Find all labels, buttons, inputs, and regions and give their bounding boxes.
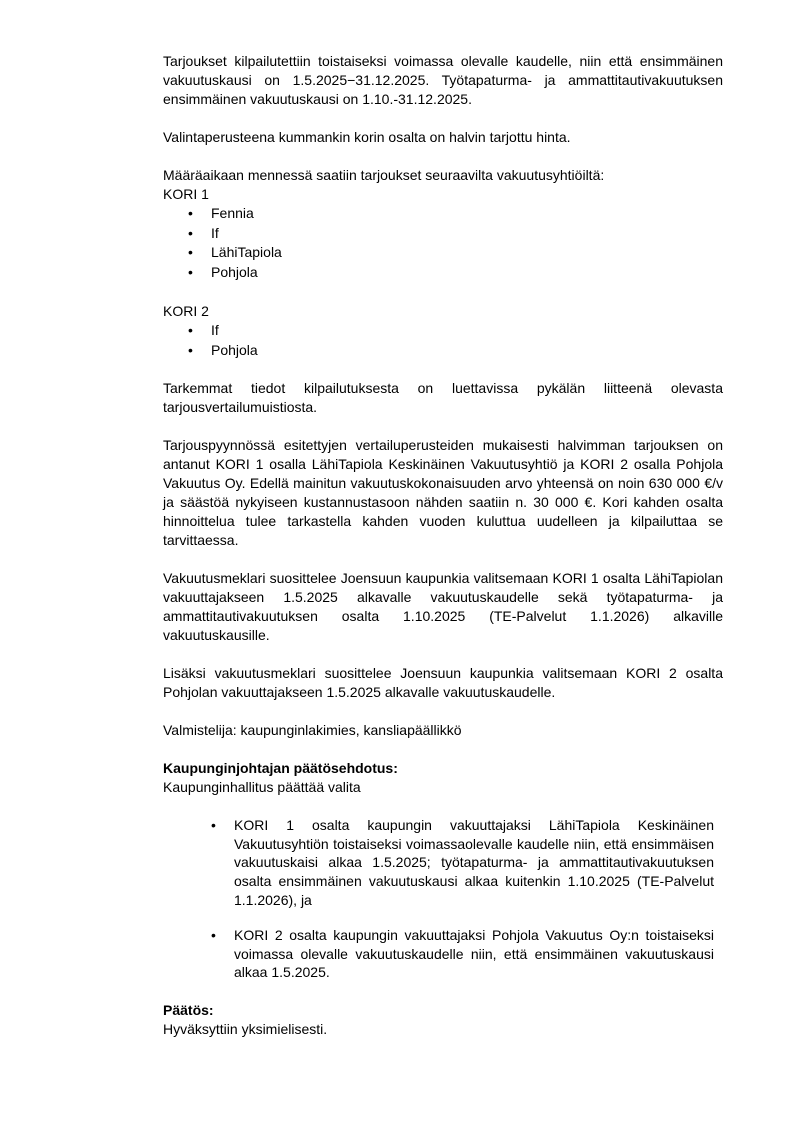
spacer	[163, 645, 723, 664]
proposal-intro: Kaupunginhallitus päättää valita	[163, 779, 361, 796]
broker-recommendation-1: Vakuutusmeklari suosittelee Joensuun kaupunkia valitsemaan KORI 1 osalta LähiTapiolan vakuuttajakseen 1.5.2025 alkavalle vakuutuskaudelle sekä työtapaturma- ja ammattitautivakuutuksen osalta 1.10.2025 (TE-Palvelut 1.1.2026) alkaville vakuutuskausille.	[163, 570, 723, 644]
offers-intro: Määräaikaan mennessä saatiin tarjoukset seuraavilta vakuutusyhtiöiltä:	[163, 167, 605, 183]
result-paragraph: Tarjouspyynnössä esitettyjen vertailuperusteiden mukaisesti halvimman tarjouksen on antanut KORI 1 osalla LähiTapiola Keskinäinen Vakuutusyhtiö ja KORI 2 osalla Pohjola Vakuutus Oy. Edellä mainitun vakuutuskokonaisuuden arvo yhteensä on noin 630 000 €/v ja säästöä nykyiseen kustannustasoon nähden saatiin n. 30 000 €. Kori kahden osalta hinnoittelua tulee tarkastella kahden vuoden kuluttua uudelleen ja kilpailuttaa se tarvittaessa.	[163, 437, 723, 549]
list-item-text: LähiTapiola	[211, 244, 282, 261]
proposal-heading: Kaupunginjohtajan päätösehdotus:	[163, 760, 398, 777]
list-item-text: Pohjola	[211, 341, 258, 358]
proposal-list	[163, 816, 714, 982]
kori2-list	[163, 321, 723, 360]
list-item-text: If	[211, 224, 219, 241]
bullet-icon: •	[188, 264, 193, 281]
bullet-icon: •	[188, 244, 193, 261]
list-item-text: Pohjola	[211, 264, 258, 281]
decision-text: Hyväksyttiin yksimielisesti.	[163, 1020, 328, 1037]
decision-heading: Päätös:	[163, 1001, 214, 1018]
intro-paragraph: Tarjoukset kilpailutettiin toistaiseksi voimassa olevalle kaudelle, niin että ensimmäinen vakuutuskausi on 1.5.2025−31.12.2025. Työtapaturma- ja ammattitautivakuutuksen ensimmäinen vakuutuskausi on 1.10.-31.12.2025.	[163, 53, 723, 107]
list-item	[163, 816, 714, 909]
bullet-icon: •	[188, 205, 193, 221]
list-item	[163, 263, 723, 283]
spacer	[163, 982, 723, 1001]
list-item-text: KORI 2 osalta kaupungin vakuuttajaksi Pohjola Vakuutus Oy:n toistaiseksi voimassa olevalle vakuutuskaudelle niin, että ensimmäinen vakuutuskausi alkaa 1.5.2025.	[234, 927, 714, 981]
kori2-label: KORI 2	[163, 302, 209, 319]
list-item-text: If	[211, 321, 219, 338]
criteria-paragraph: Valintaperusteena kummankin korin osalta on halvin tarjottu hinta.	[163, 129, 571, 145]
spacer	[163, 797, 723, 816]
details-paragraph: Tarkemmat tiedot kilpailutuksesta on luettavissa pykälän liitteenä olevasta tarjousvertailumuistiosta.	[163, 380, 723, 416]
preparer: Valmistelija: kaupunginlakimies, kansliapäällikkö	[163, 722, 462, 739]
list-item-text: KORI 1 osalta kaupungin vakuuttajaksi LähiTapiola Keskinäinen Vakuutusyhtiön toistaiseksi voimassaolevalle kaudelle niin, että ensimmäisen vakuutuskaisi alkaa 1.5.2025; työtapaturma- ja ammattitautivakuutuksen osalta ensimmäinen vakuutuskausi alkaa kuitenkin 1.10.2025 (TE-Palvelut 1.1.2026), ja	[234, 817, 714, 908]
list-item	[163, 926, 714, 982]
spacer	[163, 147, 723, 166]
list-item-text: Fennia	[211, 205, 254, 221]
spacer	[163, 550, 723, 569]
bullet-icon: •	[188, 341, 193, 358]
spacer	[163, 283, 723, 302]
bullet-icon: •	[188, 224, 193, 241]
document-page	[163, 52, 723, 1039]
kori1-list	[163, 204, 723, 283]
spacer	[163, 109, 723, 128]
bullet-icon: •	[188, 321, 193, 338]
list-item	[163, 243, 723, 263]
spacer	[163, 417, 723, 436]
spacer	[163, 909, 714, 926]
broker-recommendation-2: Lisäksi vakuutusmeklari suosittelee Joensuun kaupunkia valitsemaan KORI 2 osalta Pohjolan vakuuttajakseen 1.5.2025 alkavalle vakuutuskaudelle.	[163, 665, 723, 701]
bullet-icon: •	[211, 927, 216, 944]
spacer	[163, 702, 723, 721]
list-item	[163, 341, 723, 361]
spacer	[163, 360, 723, 379]
kori1-label: KORI 1	[163, 186, 209, 202]
list-item	[163, 321, 723, 341]
list-item	[163, 204, 723, 224]
list-item	[163, 224, 723, 244]
spacer	[163, 740, 723, 759]
bullet-icon: •	[211, 817, 216, 834]
